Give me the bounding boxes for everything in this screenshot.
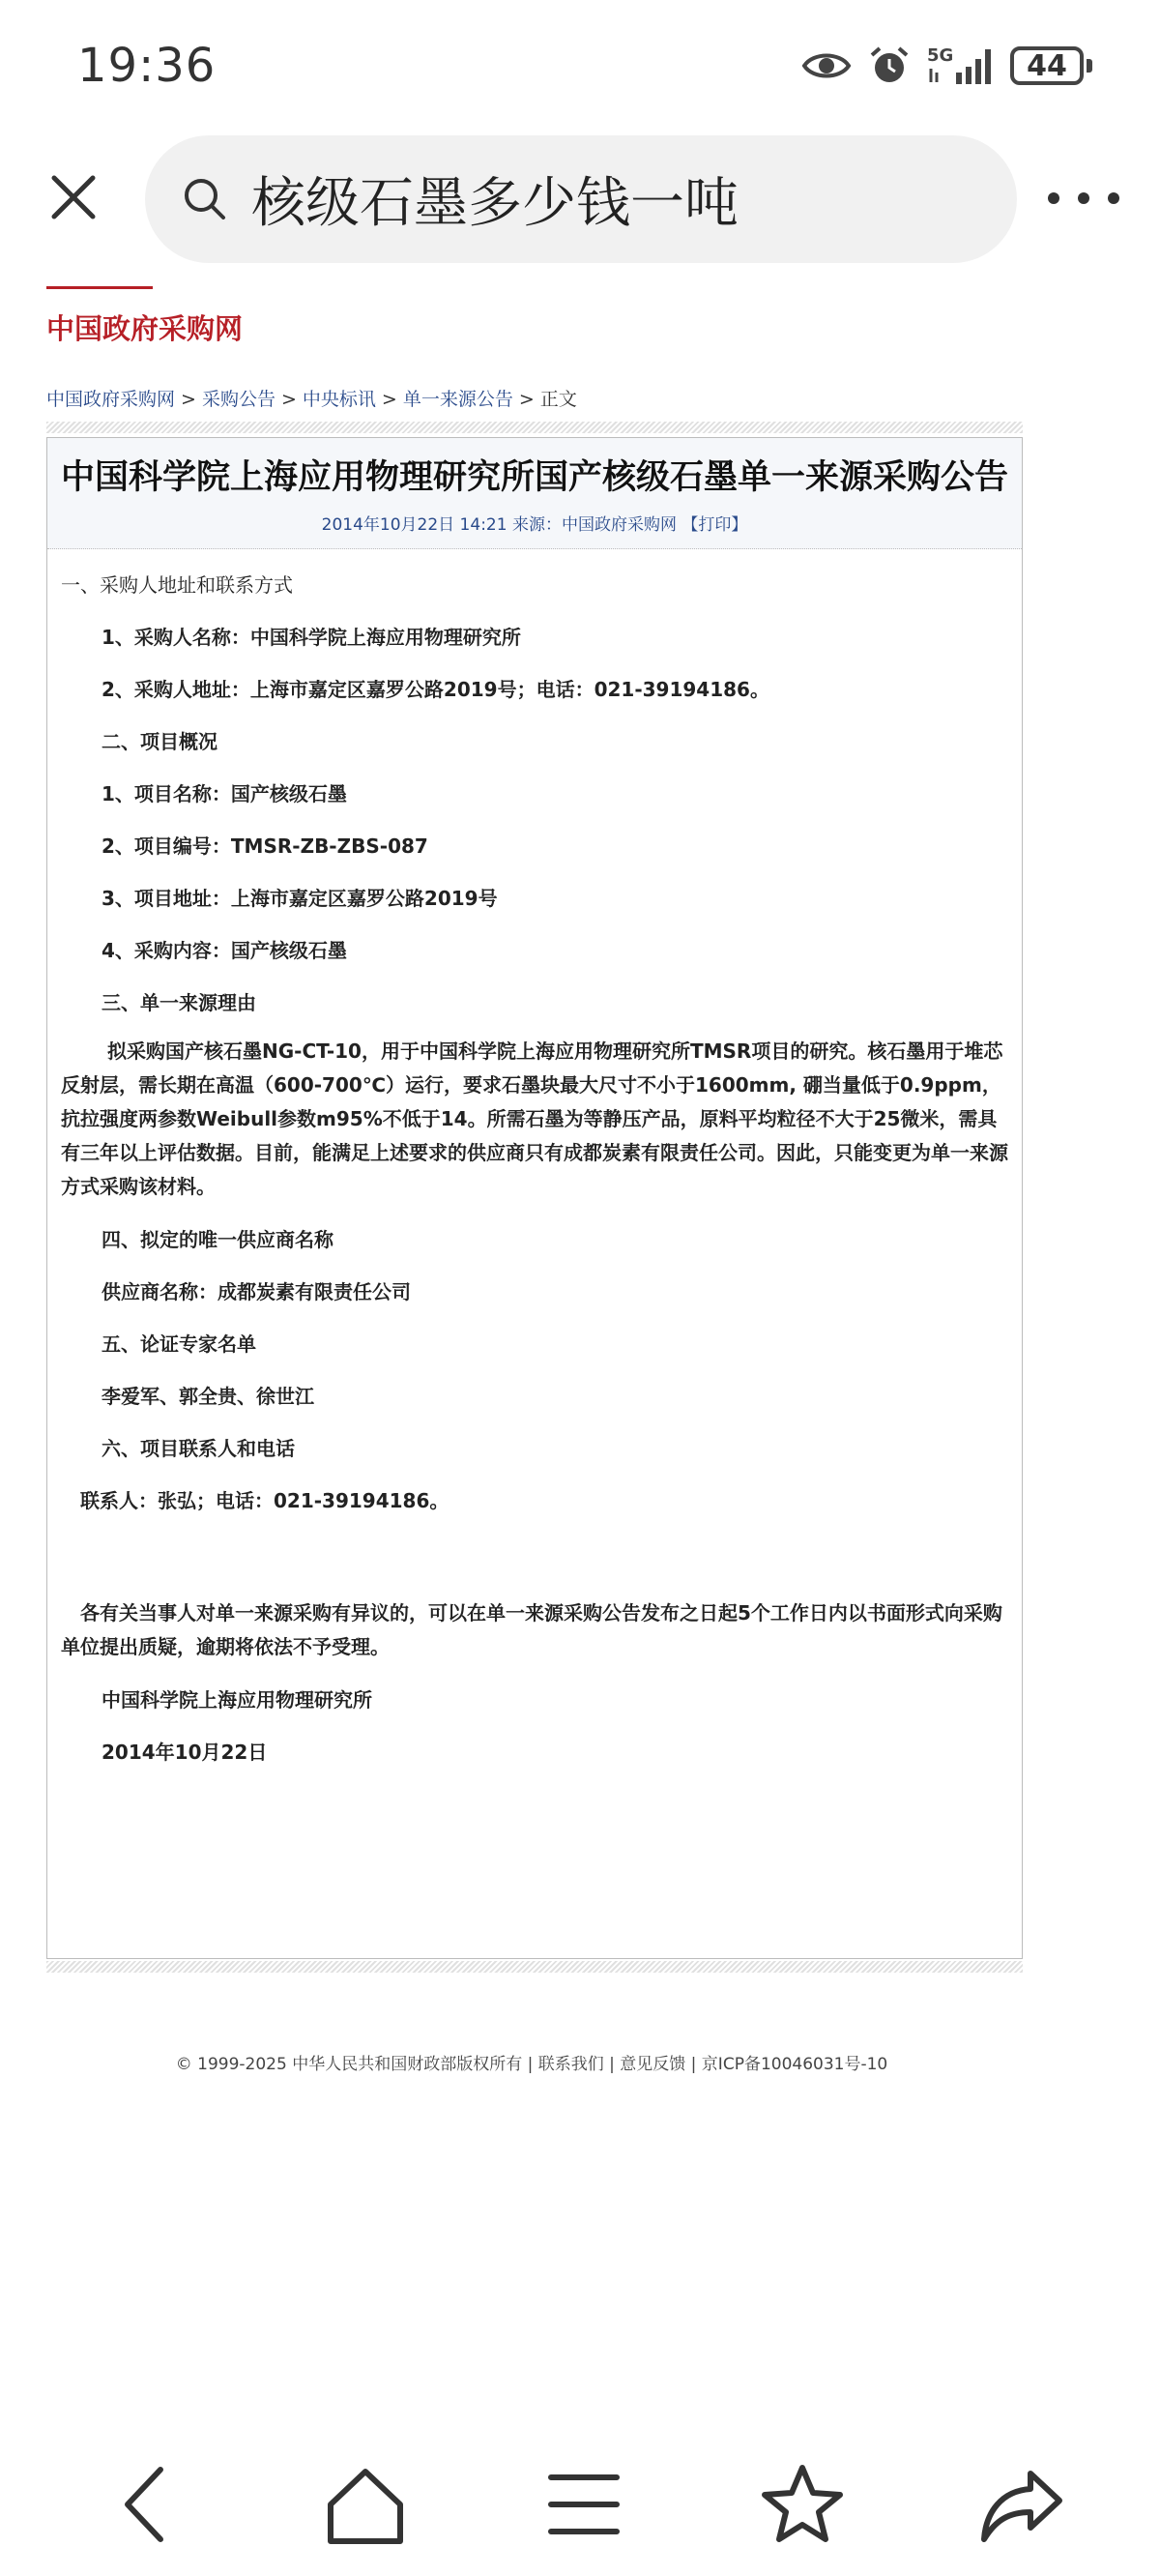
- article: [46, 437, 1023, 1959]
- article-line: 4、采购内容：国产核级石墨: [102, 939, 347, 962]
- share-icon: [974, 2458, 1067, 2551]
- article-meta: [57, 511, 1012, 535]
- search-icon: [182, 176, 228, 222]
- spacer: [61, 1527, 1008, 1569]
- section-heading: 五、论证专家名单: [102, 1332, 256, 1356]
- breadcrumb-link-single-source[interactable]: 单一来源公告: [402, 389, 513, 410]
- star-icon: [756, 2458, 849, 2551]
- article-line: 3、项目地址：上海市嘉定区嘉罗公路2019号: [102, 887, 498, 910]
- network-label: 5G: [927, 45, 954, 66]
- search-input[interactable]: [145, 135, 1017, 263]
- article-source-link[interactable]: 中国政府采购网: [561, 515, 677, 535]
- article-line: 李爱军、郭全贵、徐世江: [102, 1385, 314, 1408]
- article-date-source: 2014年10月22日 14:21 来源：: [321, 515, 562, 535]
- article-header: [47, 438, 1022, 549]
- page-footer: © 1999-2025 中华人民共和国财政部版权所有 | 联系我们 | 意见反馈 | 京ICP备10046031号-10: [175, 2055, 888, 2074]
- close-icon: [43, 166, 104, 228]
- battery-level: 44: [1010, 46, 1084, 85]
- article-line: 1、采购人名称：中国科学院上海应用物理研究所: [102, 626, 521, 649]
- section-heading: 二、项目概况: [102, 730, 218, 753]
- menu-icon: [537, 2458, 630, 2551]
- breadcrumb-separator: >: [181, 389, 196, 410]
- back-button[interactable]: [101, 2458, 193, 2551]
- objection-paragraph: 各有关当事人对单一来源采购有异议的，可以在单一来源采购公告发布之日起5个工作日内以书面形式向采购单位提出质疑，逾期将依法不予受理。: [61, 1601, 1002, 1658]
- section-heading: 三、单一来源理由: [102, 991, 256, 1014]
- menu-button[interactable]: [537, 2458, 630, 2551]
- eye-icon: [801, 48, 852, 83]
- more-dot-icon: [1078, 192, 1089, 204]
- search-query: 核级石墨多少钱一吨: [251, 172, 739, 235]
- decorative-stripe: [46, 422, 1023, 433]
- article-line: 2、项目编号：TMSR-ZB-ZBS-087: [102, 834, 428, 858]
- signal-icon: [927, 44, 995, 88]
- breadcrumb-separator: >: [381, 389, 397, 410]
- status-icons: [801, 43, 1092, 89]
- battery-cap: [1087, 59, 1092, 73]
- search-header: [0, 133, 1160, 265]
- breadcrumb: [46, 385, 577, 411]
- article-line: 2、采购人地址：上海市嘉定区嘉罗公路2019号；电话：021-39194186。: [102, 678, 769, 701]
- more-dot-icon: [1108, 192, 1119, 204]
- more-dot-icon: [1048, 192, 1059, 204]
- logo-divider: [46, 286, 153, 289]
- home-icon: [319, 2458, 412, 2551]
- alarm-icon: [867, 44, 912, 88]
- breadcrumb-separator: >: [518, 389, 535, 410]
- signature-org: 中国科学院上海应用物理研究所: [102, 1688, 372, 1712]
- section-heading: 四、拟定的唯一供应商名称: [102, 1228, 334, 1251]
- signature-date: 2014年10月22日: [102, 1741, 268, 1764]
- favorite-button[interactable]: [756, 2458, 849, 2551]
- battery-icon: [1010, 46, 1092, 85]
- breadcrumb-link-notices[interactable]: 采购公告: [201, 389, 276, 410]
- more-options-button[interactable]: [1048, 184, 1119, 213]
- close-button[interactable]: [43, 166, 104, 228]
- section-heading: 六、项目联系人和电话: [102, 1437, 295, 1460]
- article-title: 中国科学院上海应用物理研究所国产核级石墨单一来源采购公告: [60, 458, 1008, 497]
- breadcrumb-separator: >: [280, 389, 297, 410]
- article-line: 1、项目名称：国产核级石墨: [102, 782, 347, 805]
- article-line: 联系人：张弘；电话：021-39194186。: [80, 1489, 450, 1512]
- home-button[interactable]: [319, 2458, 412, 2551]
- back-icon: [101, 2458, 193, 2551]
- breadcrumb-link-home[interactable]: 中国政府采购网: [46, 389, 176, 410]
- section-heading: 一、采购人地址和联系方式: [61, 573, 293, 597]
- status-time: 19:36: [77, 39, 217, 93]
- site-logo[interactable]: 中国政府采购网: [46, 312, 244, 345]
- print-link[interactable]: 【打印】: [682, 515, 748, 535]
- reason-paragraph: 拟采购国产核石墨NG-CT-10，用于中国科学院上海应用物理研究所TMSR项目的研究。核石墨用于堆芯反射层，需长期在高温（600-700℃）运行，要求石墨块最大尺寸不小于1600mm, 硼当量低于0.9ppm，抗拉强度两参数Weibull参数m95%不低于14。所需石墨为等静压产品，原料平均粒径不大于25微米，需具有三年以上评估数据。目前，能满足上述要求的供应商只有成都炭素有限责任公司。因此，只能变更为单一来源方式采购该材料。: [61, 1039, 1008, 1198]
- share-button[interactable]: [974, 2458, 1067, 2551]
- breadcrumb-current: 正文: [539, 389, 577, 410]
- decorative-stripe: [46, 1961, 1023, 1973]
- status-bar: [0, 0, 1160, 126]
- breadcrumb-link-central[interactable]: 中央标讯: [302, 389, 376, 410]
- article-line: 供应商名称：成都炭素有限责任公司: [102, 1280, 411, 1303]
- bottom-navigation: [0, 2439, 1160, 2555]
- article-body: [47, 549, 1022, 1778]
